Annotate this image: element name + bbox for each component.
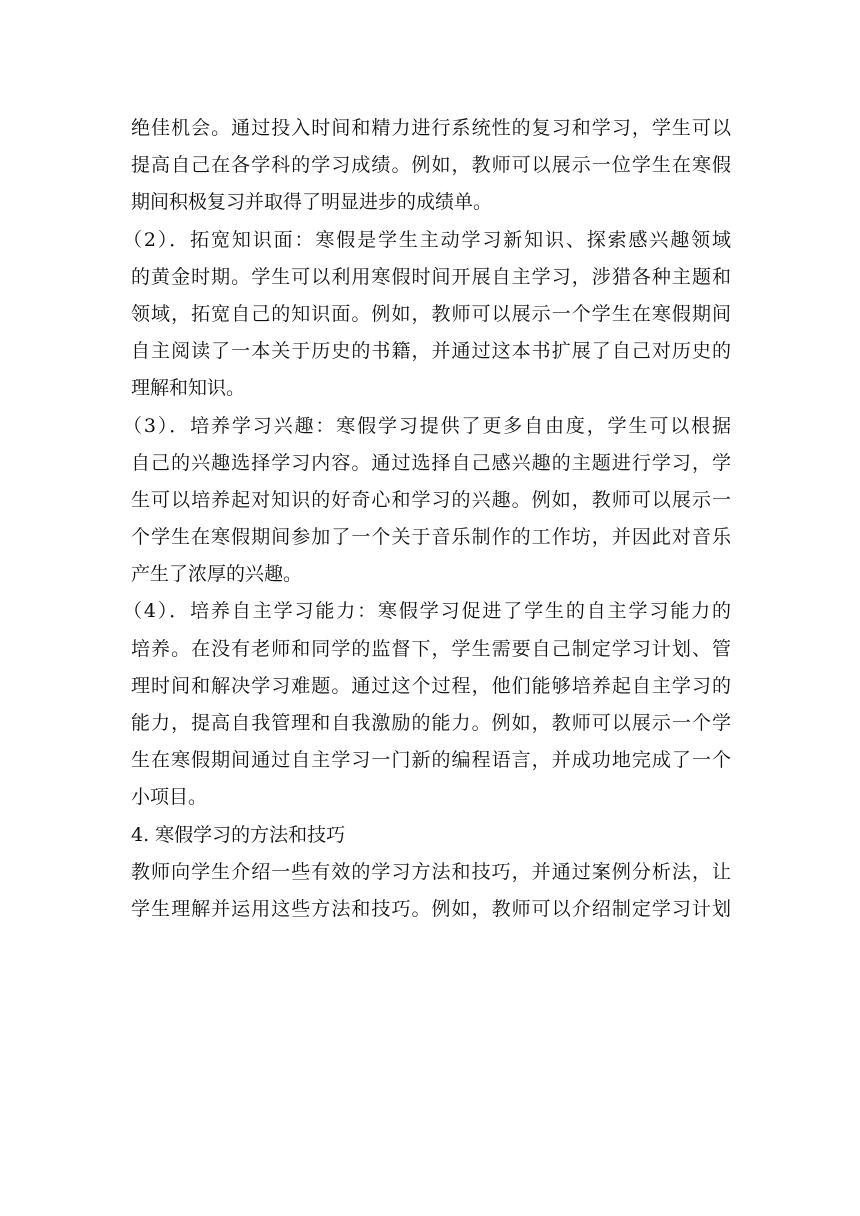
list-item-4-line-5: 生在寒假期间通过自主学习一门新的编程语言，并成功地完成了一个 xyxy=(131,749,731,772)
list-item-4-line-1: （4）．培养自主学习能力：寒假学习促进了学生的自主学习能力的 xyxy=(123,600,731,623)
list-item-4-line-6: 小项目。 xyxy=(131,786,208,809)
list-item-3-line-1: （3）．培养学习兴趣：寒假学习提供了更多自由度，学生可以根据 xyxy=(123,414,731,437)
paragraph-line-1: 教师向学生介绍一些有效的学习方法和技巧，并通过案例分析法，让 xyxy=(131,860,731,883)
list-item-3-line-4: 个学生在寒假期间参加了一个关于音乐制作的工作坊，并因此对音乐 xyxy=(131,526,731,549)
section-heading: 4. 寒假学习的方法和技巧 xyxy=(131,823,346,846)
text-line-2: 提高自己在各学科的学习成绩。例如，教师可以展示一位学生在寒假 xyxy=(131,154,731,177)
list-item-2-line-4: 自主阅读了一本关于历史的书籍，并通过这本书扩展了自己对历史的 xyxy=(131,340,731,363)
list-item-4-line-3: 理时间和解决学习难题。通过这个过程，他们能够培养起自主学习的 xyxy=(131,674,731,697)
list-item-2-line-2: 的黄金时期。学生可以利用寒假时间开展自主学习，涉猎各种主题和 xyxy=(131,265,731,288)
text-line-1: 绝佳机会。通过投入时间和精力进行系统性的复习和学习，学生可以 xyxy=(131,117,731,139)
text-line-3: 期间积极复习并取得了明显进步的成绩单。 xyxy=(131,191,493,214)
list-item-2-line-1: （2）．拓宽知识面：寒假是学生主动学习新知识、探索感兴趣领域 xyxy=(123,228,731,251)
list-item-3-line-3: 生可以培养起对知识的好奇心和学习的兴趣。例如，教师可以展示一 xyxy=(131,488,731,511)
paragraph-line-2: 学生理解并运用这些方法和技巧。例如，教师可以介绍制定学习计划 xyxy=(131,897,731,920)
list-item-2-line-3: 领域，拓宽自己的知识面。例如，教师可以展示一个学生在寒假期间 xyxy=(131,302,731,325)
list-item-2-line-5: 理解和知识。 xyxy=(131,377,246,400)
document-body xyxy=(123,110,731,928)
list-item-4-line-4: 能力，提高自我管理和自我激励的能力。例如，教师可以展示一个学 xyxy=(131,712,731,734)
list-item-3-line-2: 自己的兴趣选择学习内容。通过选择自己感兴趣的主题进行学习，学 xyxy=(131,451,731,474)
list-item-3-line-5: 产生了浓厚的兴趣。 xyxy=(131,563,303,586)
list-item-4-line-2: 培养。在没有老师和同学的监督下，学生需要自己制定学习计划、管 xyxy=(131,637,731,660)
